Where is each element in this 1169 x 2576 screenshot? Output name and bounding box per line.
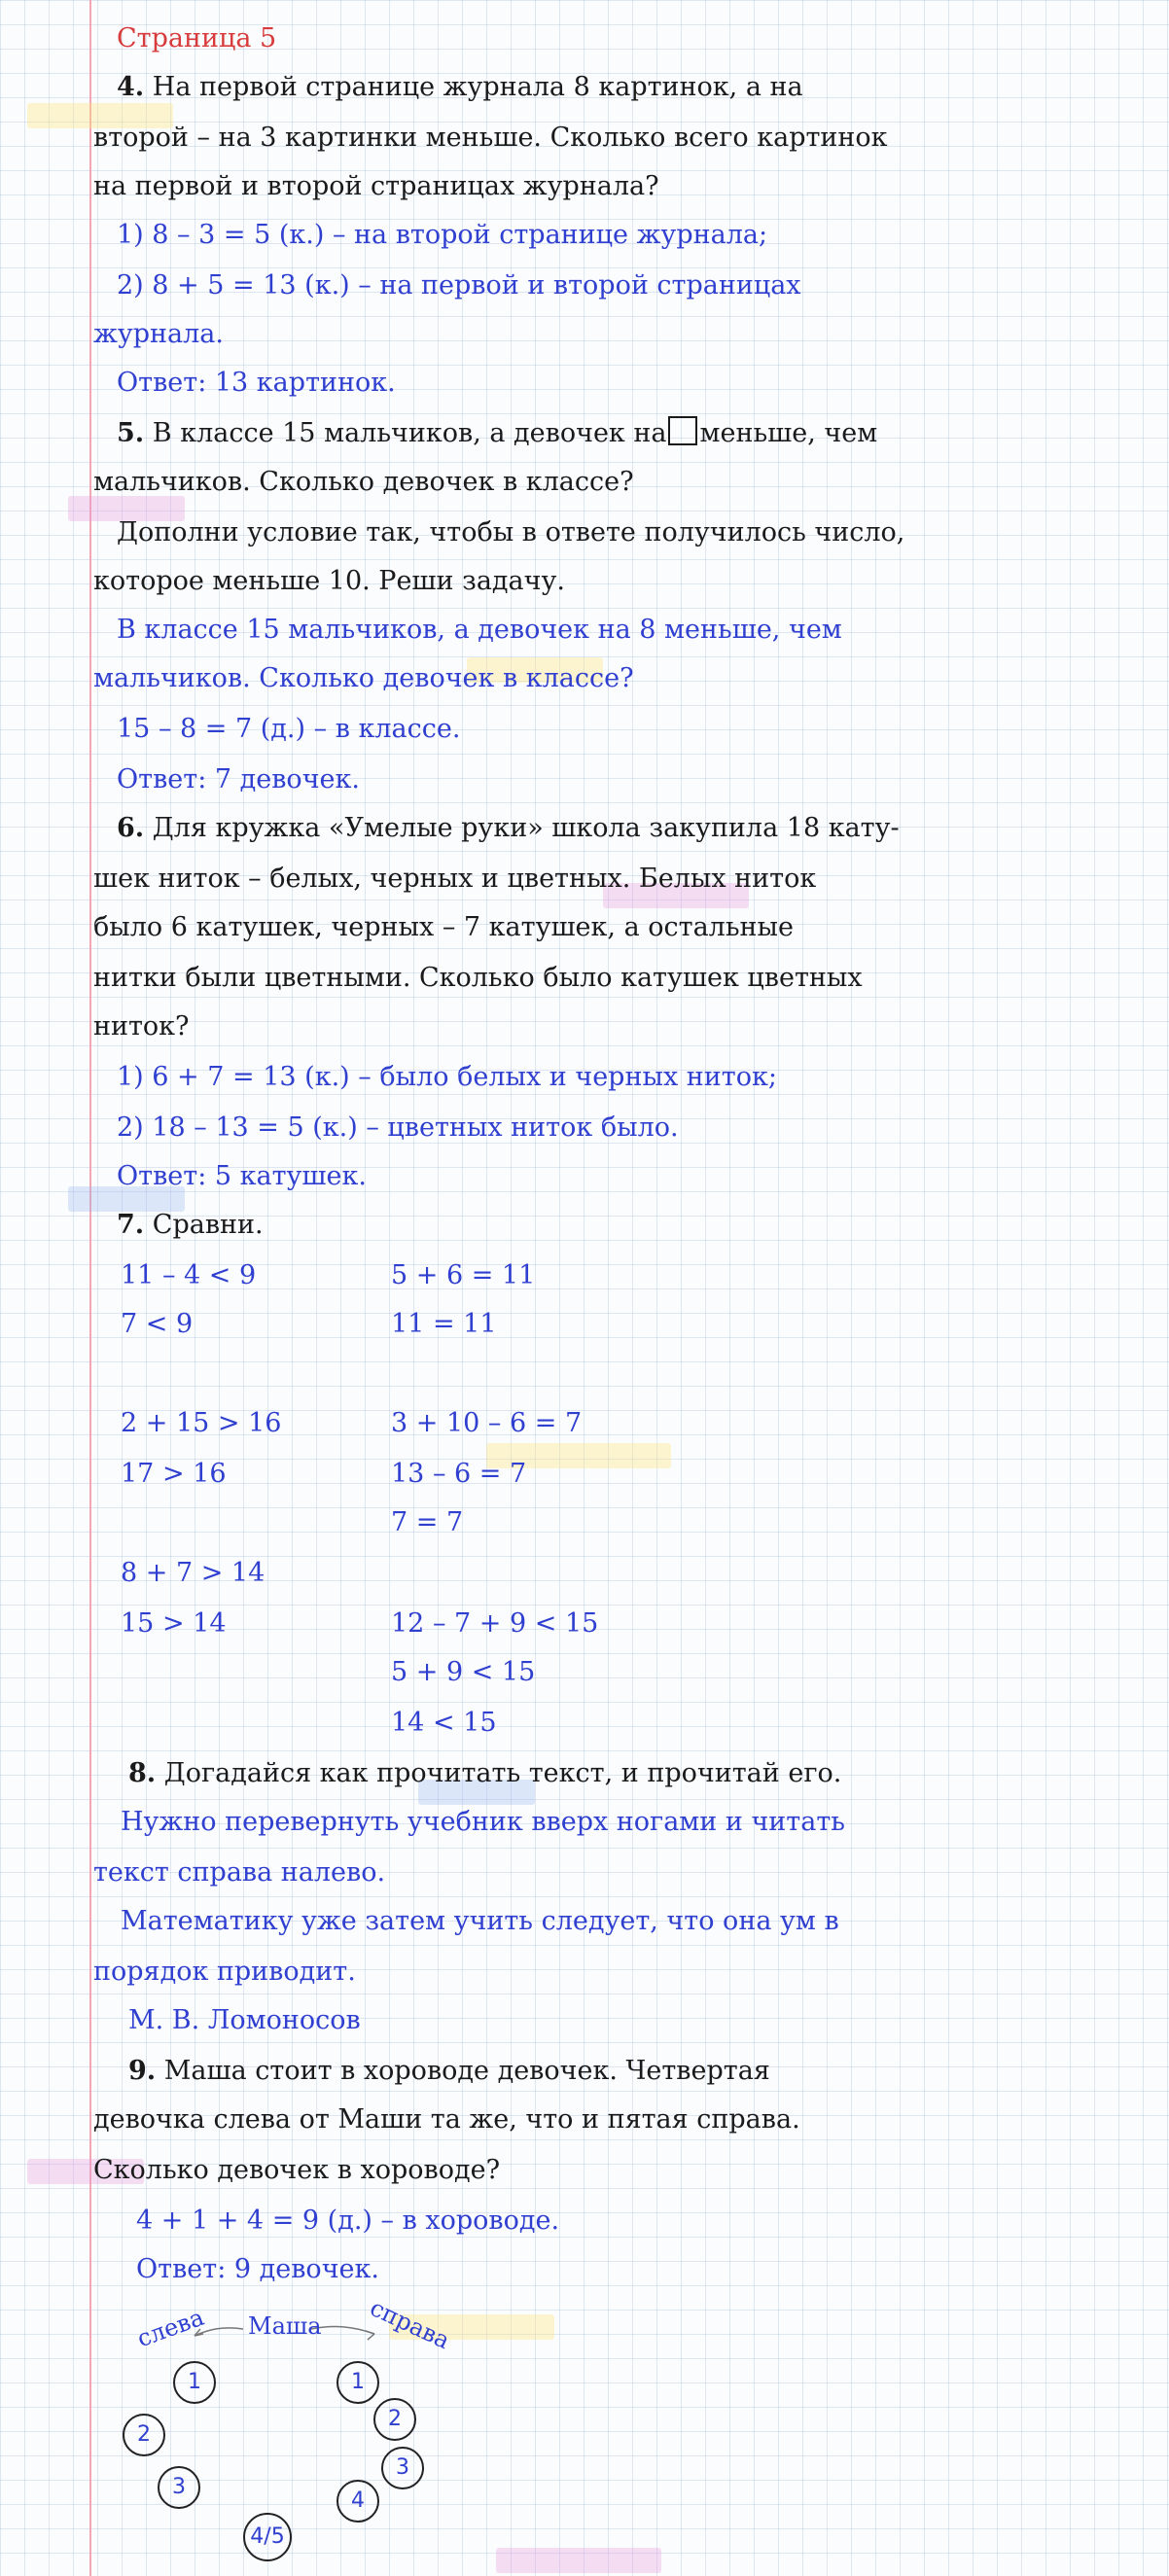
task8-solution-line: Математику уже затем учить следует, что она ум в (121, 1906, 839, 1936)
girl-circle-right-1: 1 (337, 2361, 379, 2404)
girl-circle-right-3: 3 (381, 2447, 424, 2489)
compare-item: 5 + 9 < 15 (391, 1657, 536, 1687)
task5-solution-line: мальчиков. Сколько девочек в классе? (93, 663, 634, 693)
task6-solution-line: 2) 18 – 13 = 5 (к.) – цветных ниток было. (117, 1112, 679, 1143)
task9-question-line: Сколько девочек в хороводе? (93, 2155, 501, 2185)
compare-item: 5 + 6 = 11 (391, 1260, 536, 1290)
compare-item: 12 – 7 + 9 < 15 (391, 1608, 599, 1639)
compare-item: 2 + 15 > 16 (121, 1408, 282, 1438)
compare-item: 7 < 9 (121, 1309, 194, 1339)
task-number: 8. (128, 1758, 157, 1788)
task8-solution-line: Нужно перевернуть учебник вверх ногами и читать (121, 1807, 845, 1837)
compare-item: 11 – 4 < 9 (121, 1260, 257, 1290)
task4-solution-line: журнала. (93, 319, 224, 349)
task7-title: 7. Сравни. (117, 1210, 264, 1240)
task5-solution-line: 15 – 8 = 7 (д.) – в классе. (117, 714, 461, 744)
girl-circle-right-2: 2 (373, 2398, 416, 2441)
task9-answer: Ответ: 9 девочек. (136, 2254, 379, 2284)
task5-instruction-line: Дополни условие так, чтобы в ответе получилось число, (117, 517, 905, 547)
girl-circle-left-2: 2 (123, 2414, 165, 2456)
task8-solution-line: текст справа налево. (93, 1857, 386, 1888)
task-number: 9. (128, 2056, 157, 2086)
compare-item: 17 > 16 (121, 1459, 227, 1489)
compare-item: 15 > 14 (121, 1608, 227, 1639)
task-number: 7. (117, 1210, 145, 1240)
arrow-right-head (366, 2331, 374, 2340)
compare-item: 7 = 7 (391, 1507, 464, 1537)
task4-question-line: второй – на 3 картинки меньше. Сколько всего картинок (93, 123, 888, 153)
task6-question-line: было 6 катушек, черных – 7 катушек, а остальные (93, 912, 794, 942)
compare-item: 8 + 7 > 14 (121, 1558, 266, 1588)
task6-solution-line: 1) 6 + 7 = 13 (к.) – было белых и черных ниток; (117, 1062, 777, 1092)
task8-author: М. В. Ломоносов (128, 2005, 361, 2035)
task6-question-line: нитки были цветными. Сколько было катушек цветных (93, 963, 863, 993)
task4-question-line: 4. На первой странице журнала 8 картинок, а на (117, 72, 803, 102)
task9-question-line: девочка слева от Маши та же, что и пятая справа. (93, 2104, 800, 2135)
page-title: Страница 5 (117, 23, 277, 53)
task5-question-line: 5. В классе 15 мальчиков, а девочек на меньше, чем (117, 418, 878, 448)
task6-question-line: ниток? (93, 1011, 190, 1041)
task-number: 6. (117, 813, 145, 843)
task6-question-line: шек ниток – белых, черных и цветных. Белых ниток (93, 864, 817, 894)
compare-item: 3 + 10 – 6 = 7 (391, 1408, 583, 1438)
girl-circle-left-1: 1 (173, 2361, 216, 2404)
girl-circle-right-4: 4 (337, 2480, 379, 2523)
task4-solution-line: 1) 8 – 3 = 5 (к.) – на второй странице журнала; (117, 220, 768, 250)
task8-solution-line: порядок приводит. (93, 1957, 356, 1987)
task6-answer: Ответ: 5 катушек. (117, 1161, 367, 1191)
task5-question-line: мальчиков. Сколько девочек в классе? (93, 467, 634, 497)
girl-circle-left-3: 3 (158, 2466, 200, 2509)
task5-instruction-line: которое меньше 10. Реши задачу. (93, 566, 565, 596)
label-left: слева (133, 2303, 208, 2353)
task4-solution-line: 2) 8 + 5 = 13 (к.) – на первой и второй страницах (117, 270, 801, 300)
label-right: справа (366, 2293, 454, 2355)
girl-circle-bottom: 4/5 (243, 2513, 292, 2561)
task5-answer: Ответ: 7 девочек. (117, 764, 360, 794)
task8-title: 8. Догадайся как прочитать текст, и прочитай его. (128, 1758, 842, 1788)
task6-question-line: 6. Для кружка «Умелые руки» школа закупила 18 кату- (117, 813, 900, 843)
task9-solution: 4 + 1 + 4 = 9 (д.) – в хороводе. (136, 2205, 560, 2236)
task9-question-line: 9. Маша стоит в хороводе девочек. Четвертая (128, 2056, 770, 2086)
task5-solution-line: В классе 15 мальчиков, а девочек на 8 меньше, чем (117, 615, 842, 645)
compare-item: 14 < 15 (391, 1708, 497, 1738)
label-center: Маша (248, 2312, 322, 2340)
task4-answer: Ответ: 13 картинок. (117, 368, 396, 398)
task4-question-line: на первой и второй страницах журнала? (93, 171, 659, 201)
compare-item: 11 = 11 (391, 1309, 497, 1339)
task-number: 4. (117, 72, 145, 102)
compare-item: 13 – 6 = 7 (391, 1459, 527, 1489)
task-number: 5. (117, 418, 145, 448)
